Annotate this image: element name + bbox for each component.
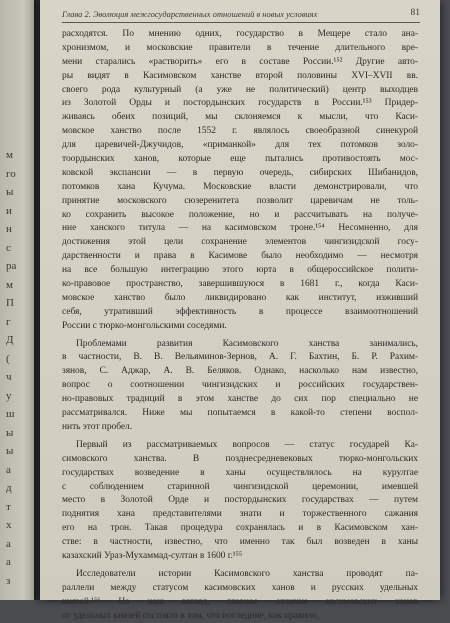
text-line: зянов, С. Аджар, А. В. Беляков. Однако, насколько нам известно, bbox=[62, 366, 418, 377]
text-line: живаясь обеих позиций, мы склоняемся к мысли, что Каси- bbox=[62, 112, 418, 123]
left-page-text-fragment: ы bbox=[6, 186, 14, 198]
left-page-text-fragment: д bbox=[6, 482, 12, 494]
page-number: 81 bbox=[410, 8, 420, 18]
left-page-text-fragment: ы bbox=[6, 426, 14, 439]
text-line: своего рода культурный (а уже не политический) центр выходцев bbox=[62, 84, 418, 95]
text-line: нить этот пробел. bbox=[62, 421, 133, 432]
text-line: хронизмом, и московские правители в течение длительного вре- bbox=[62, 42, 418, 53]
left-page-edge bbox=[0, 0, 34, 600]
text-line: мени старались «растворить» его в составе России.¹⁵² Другие авто- bbox=[62, 56, 418, 67]
chapter-title: Глава 2. Эволюция межгосударственных отношений в новых условиях bbox=[62, 9, 318, 19]
text-line: место в Золотой Орде и постордынских государствах — путем bbox=[62, 495, 418, 506]
left-page-text-fragment: ы bbox=[6, 445, 14, 457]
text-line: ковской экспансии — в первую очередь, сибирских Шибанидов, bbox=[62, 167, 418, 178]
text-line: ко сохранить высокое положение, но и рассчитывать на получе- bbox=[62, 209, 418, 220]
left-page-text-fragment: ш bbox=[6, 408, 15, 420]
paragraph bbox=[62, 338, 418, 435]
text-line: государствах возведение в ханы осуществлялось на курултае bbox=[62, 467, 418, 478]
text-line: вопрос о соотношении чингизидских и российских государствен- bbox=[62, 380, 418, 391]
text-line: потомков хана Кучума. Московские власти демонстрировали, что bbox=[62, 181, 418, 192]
left-page-text-fragment: ра bbox=[6, 260, 17, 272]
text-line: принятие московского сюзеренитета позволит царевичам не толь- bbox=[62, 195, 418, 206]
left-page-text-fragment: Д bbox=[6, 334, 14, 346]
text-line: Проблемами развития Касимовского ханства занимались, bbox=[76, 338, 418, 349]
left-page-text-fragment: а bbox=[6, 463, 11, 476]
text-line: расходятся. По мнению одних, государство в Мещере стало ана- bbox=[62, 29, 418, 39]
left-page-text-fragment: П bbox=[6, 297, 14, 309]
left-page-text-fragment: а bbox=[6, 556, 11, 568]
text-line: тоордынских ханов, которые еще пытались противостоять мос- bbox=[62, 154, 418, 165]
text-line: себя, утративший эффективность в процессе взаимоотношений bbox=[62, 306, 418, 317]
text-line: дарственности и права в Касимове было необходимо — несмотря bbox=[62, 251, 418, 262]
left-page-text-fragment: з bbox=[6, 574, 11, 587]
text-line: ко-правовое пространство, завершившуюся в 1681 г., когда Каси- bbox=[62, 279, 418, 290]
text-line: мовское ханство после 1552 г. являлось своеобразной синекурой bbox=[62, 126, 418, 137]
text-line: поднятия хана представителями знати и торжественного сажания bbox=[62, 509, 418, 520]
paragraph bbox=[62, 28, 418, 334]
text-line: для царевичей-Джучидов, «приманкой» для тех потомков золо- bbox=[62, 140, 418, 151]
text-line: мовское ханство было ликвидировано как институт, изживший bbox=[62, 292, 418, 303]
text-line: ние ханского титула — на касимовском троне.¹⁵⁴ Несомненно, для bbox=[62, 223, 418, 234]
left-page-text-fragment: а bbox=[6, 537, 11, 550]
text-line: достижения этой цели сохранение элементов чингизидской госу- bbox=[62, 237, 418, 248]
text-line: Исследователи истории Касимовского ханства проводят па- bbox=[76, 568, 418, 579]
text-line: с соблюдением старинной чингизидской церемонии, имевшей bbox=[62, 481, 418, 492]
body-text bbox=[62, 28, 418, 623]
left-page-text-fragment: с bbox=[6, 241, 11, 254]
left-page-text-fragment: н bbox=[6, 223, 12, 235]
text-line: от удельных князей состояло в том, что последние, как правило, bbox=[62, 610, 320, 621]
text-line: казахский Ураз-Мухаммад-султан в 1600 г.¹⁵⁵ bbox=[62, 550, 243, 561]
left-page-text-fragment: и bbox=[6, 204, 12, 217]
text-line: но-правовых традиций в этом ханстве до сих пор специально не bbox=[62, 394, 418, 405]
text-line: России с тюрко-монгольскими соседями. bbox=[62, 320, 227, 331]
text-line: из Золотой Орды и постордынских государств в России.¹⁵³ Придер- bbox=[62, 98, 418, 109]
running-head bbox=[62, 8, 420, 23]
paragraph bbox=[62, 568, 418, 623]
left-page-text-fragment: ( bbox=[6, 352, 10, 365]
text-line: Первый из рассматриваемых вопросов — статус государей Ка- bbox=[76, 439, 418, 450]
left-page-text-fragment: м bbox=[6, 278, 13, 291]
left-page-text-fragment: м bbox=[6, 149, 13, 161]
text-line: его на трон. Такая процедура сохранялась и в Касимовском хан- bbox=[62, 523, 418, 534]
text-line: на все большую интеграцию этого юрта в общероссийское полити- bbox=[62, 265, 418, 276]
text-line: стве: в частности, известно, что именно так был возведен в ханы bbox=[62, 537, 418, 548]
book-page bbox=[40, 0, 440, 621]
text-line: в частности, В. В. Вельяминов-Зернов, А. Г. Бахтин, Б. Р. Рахим- bbox=[62, 352, 418, 363]
paragraph bbox=[62, 439, 418, 564]
left-page-text-fragment: т bbox=[6, 500, 11, 513]
left-page-text-fragment: г bbox=[6, 315, 11, 328]
text-line: князей.¹⁵⁶ На наш взгляд, главное отличие касимовских ханов bbox=[62, 596, 418, 607]
left-page-text-fragment: х bbox=[6, 519, 12, 531]
left-page-text-fragment: го bbox=[6, 167, 16, 180]
left-page-text-fragment: ч bbox=[6, 371, 12, 383]
text-line: раллели между статусом касимовских ханов и русских удельных bbox=[62, 582, 418, 593]
text-line: симовского ханства. В позднесредневековых тюрко-монгольских bbox=[62, 453, 418, 464]
text-line: ры видят в Касимовском ханстве второй половины XVI–XVII вв. bbox=[62, 70, 418, 81]
left-page-text-fragment: у bbox=[6, 389, 12, 402]
text-line: рассматривался. Ниже мы попытаемся в какой-то степени воспол- bbox=[62, 408, 418, 419]
